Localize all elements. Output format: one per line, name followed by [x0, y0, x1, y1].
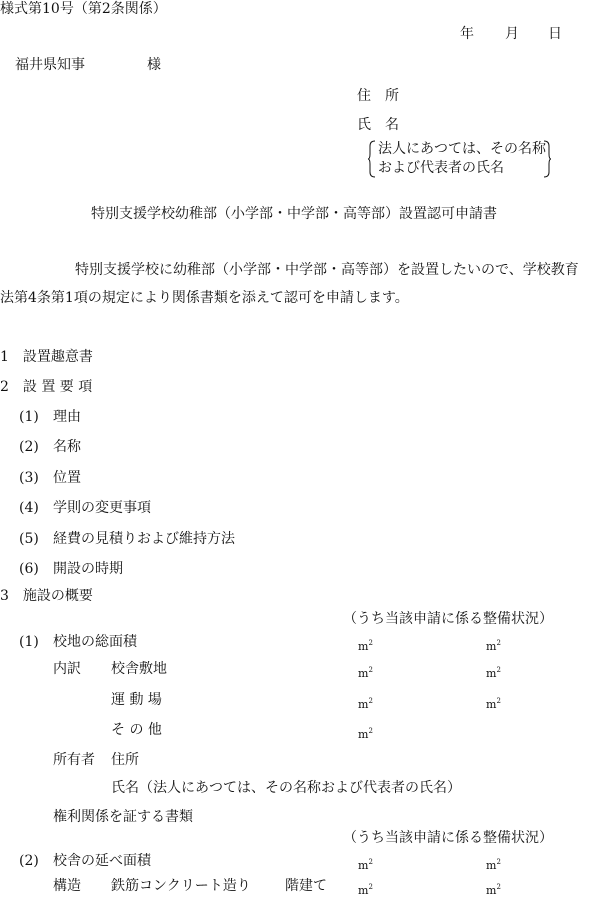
address-label: 住 所	[357, 88, 399, 104]
addressee-name: 福井県知事	[15, 57, 85, 73]
stories-label: 階建て	[285, 878, 327, 894]
unit-m2: $m^2$	[358, 727, 373, 741]
unit-m2: $m^2$	[358, 858, 373, 872]
name-label: 氏 名	[357, 117, 399, 133]
playground-label: 運 動 場	[111, 692, 162, 708]
structure-label: 構造	[53, 878, 81, 894]
applicant-note-line1: 法人にあつては、その名称	[378, 141, 546, 157]
item-3: 3 施設の概要	[0, 588, 93, 604]
form-number: 様式第10号（第2条関係）	[0, 1, 167, 17]
status-header: （うち当該申請に係る整備状況）	[343, 830, 553, 846]
sub-item-label: 経費の見積りおよび維持方法	[53, 531, 235, 547]
unit-m2: $m^2$	[358, 639, 373, 653]
unit-m2: $m^2$	[358, 883, 373, 897]
sub-item-label: 名称	[53, 439, 81, 455]
unit-m2: $m^2$	[486, 883, 501, 897]
school-site-label: 校舎敷地	[111, 661, 167, 677]
date-month-label: 月	[505, 26, 519, 42]
addressee-honorific: 様	[147, 57, 161, 73]
site-label: 校地の総面積	[53, 634, 137, 650]
owner-label: 所有者	[53, 752, 95, 768]
sub-item-label: 理由	[53, 409, 81, 425]
unit-m2: $m^2$	[358, 666, 373, 680]
site-num: (1)	[19, 634, 39, 650]
sub-item-num: (4)	[19, 500, 39, 516]
floor-num: (2)	[19, 853, 39, 869]
sub-item-label: 学則の変更事項	[53, 500, 151, 516]
sub-item-num: (5)	[19, 531, 39, 547]
sub-item-num: (3)	[19, 470, 39, 486]
item-2: 2 設 置 要 項	[0, 379, 93, 395]
date-year-label: 年	[460, 26, 474, 42]
sub-item-label: 位置	[53, 470, 81, 486]
body-line1: 特別支援学校に幼稚部（小学部・中学部・高等部）を設置したいので、学校教育	[75, 262, 579, 278]
sub-item-label: 開設の時期	[53, 561, 123, 577]
sub-item-num: (6)	[19, 561, 39, 577]
sub-item-num: (1)	[19, 409, 39, 425]
document-title: 特別支援学校幼稚部（小学部・中学部・高等部）設置認可申請書	[91, 206, 497, 222]
unit-m2: $m^2$	[486, 697, 501, 711]
item-1: 1 設置趣意書	[0, 349, 93, 365]
unit-m2: $m^2$	[358, 697, 373, 711]
applicant-note-line2: および代表者の氏名	[378, 160, 504, 176]
structure-value: 鉄筋コンクリート造り	[111, 878, 251, 894]
unit-m2: $m^2$	[486, 666, 501, 680]
unit-m2: $m^2$	[486, 858, 501, 872]
rights-docs-label: 権利関係を証する書類	[53, 809, 193, 825]
status-header: （うち当該申請に係る整備状況）	[343, 611, 553, 627]
body-line2: 法第4条第1項の規定により関係書類を添えて認可を申請します。	[0, 290, 409, 306]
sub-item-num: (2)	[19, 439, 39, 455]
floor-area-label: 校舎の延べ面積	[53, 853, 151, 869]
owner-address-label: 住所	[111, 752, 139, 768]
owner-name-label: 氏名（法人にあつては、その名称および代表者の氏名）	[111, 780, 461, 796]
other-label: そ の 他	[111, 722, 162, 738]
unit-m2: $m^2$	[486, 639, 501, 653]
breakdown-label: 内訳	[53, 661, 81, 677]
date-day-label: 日	[548, 26, 562, 42]
